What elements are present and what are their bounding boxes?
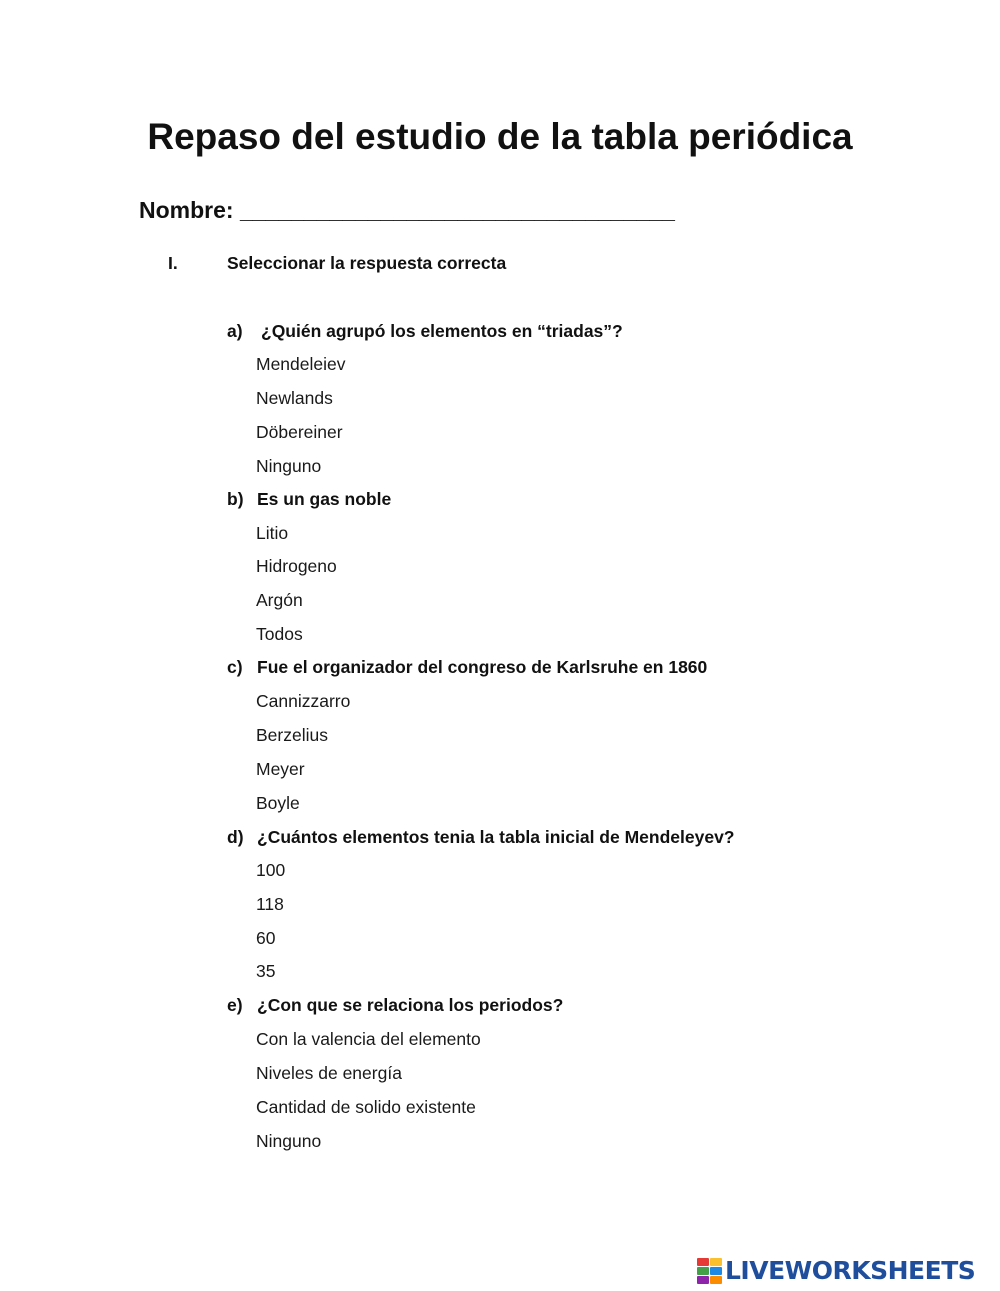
answer-option[interactable]: Meyer [256,759,305,779]
answer-option[interactable]: Niveles de energía [256,1063,402,1083]
name-field-label: Nombre: __________________________________ [139,197,675,223]
answer-option[interactable]: 35 [256,961,276,981]
answer-option[interactable]: 60 [256,928,276,948]
question-text: Fue el organizador del congreso de Karlsruhe en 1860 [257,657,708,677]
logo-tile [697,1267,709,1275]
logo-tile [697,1276,709,1284]
footer-branding [697,1256,975,1286]
answer-option[interactable]: Ninguno [256,456,322,476]
page-title: Repaso del estudio de la tabla periódica [147,116,853,157]
answer-option[interactable]: Döbereiner [256,422,343,442]
logo-tile [697,1258,709,1266]
question-letter: b) [227,489,244,509]
answer-option[interactable]: Newlands [256,388,333,408]
logo-tile [710,1258,722,1266]
question-letter: c) [227,657,243,677]
section-instruction: Seleccionar la respuesta correcta [227,253,507,273]
answer-option[interactable]: Cannizzarro [256,691,351,711]
answer-option[interactable]: Berzelius [256,725,328,745]
answer-option[interactable]: Cantidad de solido existente [256,1097,476,1117]
answer-option[interactable]: Mendeleiev [256,354,346,374]
liveworksheets-wordmark: LIVEWORKSHEETS [725,1256,976,1285]
logo-tile [710,1276,722,1284]
answer-option[interactable]: Boyle [256,793,300,813]
question-letter: a) [227,321,243,341]
question-text: Es un gas noble [257,489,392,509]
answer-option[interactable]: 118 [256,894,284,914]
answer-option[interactable]: Todos [256,624,303,644]
section-number: I. [168,253,178,273]
question-letter: d) [227,827,244,847]
question-text: ¿Con que se relaciona los periodos? [257,995,564,1015]
answer-option[interactable]: 100 [256,860,286,880]
liveworksheets-logo-icon [697,1258,722,1284]
logo-tile [710,1267,722,1275]
answer-option[interactable]: Con la valencia del elemento [256,1029,481,1049]
question-text: ¿Cuántos elementos tenia la tabla inicial de Mendeleyev? [257,827,735,847]
answer-option[interactable]: Argón [256,590,303,610]
answer-option[interactable]: Hidrogeno [256,556,337,576]
answer-option[interactable]: Litio [256,523,289,543]
answer-option[interactable]: Ninguno [256,1131,322,1151]
question-letter: e) [227,995,243,1015]
question-text: ¿Quién agrupó los elementos en “triadas”? [261,321,623,341]
